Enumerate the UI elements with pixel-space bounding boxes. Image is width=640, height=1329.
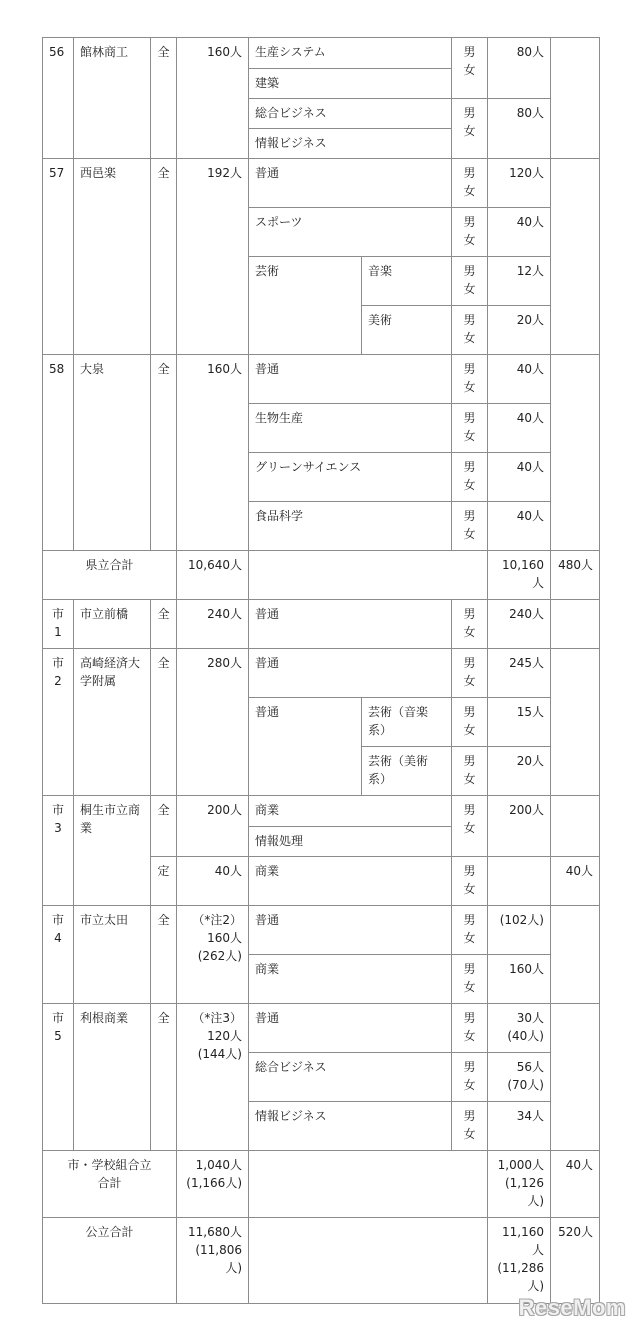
school-number: 市 3 [43, 796, 74, 906]
subtotal-label: 県立合計 [43, 551, 177, 600]
extra-cell [551, 906, 600, 1004]
course-name: 普通 [249, 649, 452, 698]
gender: 男 女 [452, 796, 488, 857]
quota: 12人 [488, 257, 551, 306]
quota: 160人 [488, 955, 551, 1004]
extra-cell [551, 159, 600, 355]
course-name: 情報ビジネス [249, 129, 452, 159]
course-type: 全 [151, 600, 177, 649]
quota: 40人 [488, 404, 551, 453]
empty-cell [249, 1218, 488, 1304]
quota: 80人 [488, 38, 551, 99]
course-name: 情報ビジネス [249, 1102, 452, 1151]
capacity: 200人 [177, 796, 249, 857]
course-name: 商業 [249, 857, 452, 906]
quota: 30人 (40人) [488, 1004, 551, 1053]
admission-capacity-table [42, 37, 600, 1304]
subtotal-row [43, 551, 600, 600]
school-number: 56 [43, 38, 74, 159]
quota: 80人 [488, 99, 551, 159]
course-name: グリーンサイエンス [249, 453, 452, 502]
school-name: 大泉 [74, 355, 151, 551]
course-type: 全 [151, 355, 177, 551]
course-name: 情報処理 [249, 827, 452, 857]
course-name: 総合ビジネス [249, 1053, 452, 1102]
course-type: 全 [151, 906, 177, 1004]
course-type: 全 [151, 38, 177, 159]
extra-cell: 40人 [551, 857, 600, 906]
gender: 男 女 [452, 747, 488, 796]
gender: 男 女 [452, 955, 488, 1004]
empty-cell [249, 1151, 488, 1218]
capacity: 280人 [177, 649, 249, 796]
course-name: スポーツ [249, 208, 452, 257]
gender: 男 女 [452, 38, 488, 99]
total-extra: 520人 [551, 1218, 600, 1304]
quota: 120人 [488, 159, 551, 208]
extra-cell [551, 649, 600, 796]
quota: 56人 (70人) [488, 1053, 551, 1102]
quota: 40人 [488, 502, 551, 551]
extra-cell [551, 1004, 600, 1151]
capacity: 240人 [177, 600, 249, 649]
capacity: （*注2） 160人 (262人) [177, 906, 249, 1004]
gender: 男 女 [452, 306, 488, 355]
course-name: 普通 [249, 355, 452, 404]
gender: 男 女 [452, 404, 488, 453]
gender: 男 女 [452, 502, 488, 551]
school-name: 市立前橋 [74, 600, 151, 649]
school-name: 利根商業 [74, 1004, 151, 1151]
quota: 40人 [488, 208, 551, 257]
subtotal-quota: 10,160 人 [488, 551, 551, 600]
gender: 男 女 [452, 159, 488, 208]
quota [488, 857, 551, 906]
table-row [43, 38, 600, 69]
course-name: 生物生産 [249, 404, 452, 453]
capacity: 160人 [177, 355, 249, 551]
total-label: 公立合計 [43, 1218, 177, 1304]
capacity: 192人 [177, 159, 249, 355]
total-quota: 11,160 人 (11,286 人) [488, 1218, 551, 1304]
quota: 40人 [488, 355, 551, 404]
course-name: 普通 [249, 698, 362, 796]
sub-course: 美術 [362, 306, 452, 355]
course-type: 全 [151, 796, 177, 857]
quota: 245人 [488, 649, 551, 698]
course-name: 建築 [249, 69, 452, 99]
gender: 男 女 [452, 99, 488, 159]
gender: 男 女 [452, 1004, 488, 1053]
school-name: 西邑楽 [74, 159, 151, 355]
table-row [43, 600, 600, 649]
gender: 男 女 [452, 257, 488, 306]
course-name: 生産システム [249, 38, 452, 69]
sub-course: 音楽 [362, 257, 452, 306]
table-row [43, 796, 600, 827]
gender: 男 女 [452, 600, 488, 649]
quota: 40人 [488, 453, 551, 502]
subtotal-quota: 1,000人 (1,126 人) [488, 1151, 551, 1218]
resemom-logo: ReseMom [518, 1295, 626, 1320]
course-name: 総合ビジネス [249, 99, 452, 129]
quota: 200人 [488, 796, 551, 857]
school-number: 市 1 [43, 600, 74, 649]
capacity: 160人 [177, 38, 249, 159]
course-type: 定 [151, 857, 177, 906]
quota: 20人 [488, 306, 551, 355]
extra-cell [551, 796, 600, 857]
gender: 男 女 [452, 1053, 488, 1102]
quota: 20人 [488, 747, 551, 796]
table-row [43, 649, 600, 698]
extra-cell [551, 38, 600, 159]
gender: 男 女 [452, 355, 488, 404]
gender: 男 女 [452, 857, 488, 906]
course-name: 普通 [249, 159, 452, 208]
subtotal-label: 市・学校組合立 合計 [43, 1151, 177, 1218]
table-row [43, 355, 600, 404]
gender: 男 女 [452, 453, 488, 502]
subtotal-extra: 480人 [551, 551, 600, 600]
course-type: 全 [151, 1004, 177, 1151]
extra-cell [551, 600, 600, 649]
subtotal-capacity: 1,040人 (1,166人) [177, 1151, 249, 1218]
subtotal-row [43, 1151, 600, 1218]
gender: 男 女 [452, 698, 488, 747]
gender: 男 女 [452, 1102, 488, 1151]
course-name: 普通 [249, 906, 452, 955]
school-number: 57 [43, 159, 74, 355]
sub-course: 芸術（音楽系） [362, 698, 452, 747]
total-row [43, 1218, 600, 1304]
total-capacity: 11,680人 (11,806人) [177, 1218, 249, 1304]
table-row [43, 1004, 600, 1053]
capacity: （*注3） 120人 (144人) [177, 1004, 249, 1151]
course-name: 普通 [249, 1004, 452, 1053]
quota: 34人 [488, 1102, 551, 1151]
quota: 15人 [488, 698, 551, 747]
capacity: 40人 [177, 857, 249, 906]
school-name: 市立太田 [74, 906, 151, 1004]
table-row [43, 159, 600, 208]
school-number: 58 [43, 355, 74, 551]
school-name: 館林商工 [74, 38, 151, 159]
school-number: 市 2 [43, 649, 74, 796]
gender: 男 女 [452, 906, 488, 955]
course-name: 商業 [249, 955, 452, 1004]
table-row [43, 906, 600, 955]
school-number: 市 5 [43, 1004, 74, 1151]
school-name: 高崎経済大学附属 [74, 649, 151, 796]
course-type: 全 [151, 649, 177, 796]
school-name: 桐生市立商業 [74, 796, 151, 906]
empty-cell [249, 551, 488, 600]
course-name: 商業 [249, 796, 452, 827]
extra-cell [551, 355, 600, 551]
gender: 男 女 [452, 208, 488, 257]
school-number: 市 4 [43, 906, 74, 1004]
course-name: 芸術 [249, 257, 362, 355]
quota: (102人) [488, 906, 551, 955]
sub-course: 芸術（美術系） [362, 747, 452, 796]
subtotal-capacity: 10,640人 [177, 551, 249, 600]
subtotal-extra: 40人 [551, 1151, 600, 1218]
quota: 240人 [488, 600, 551, 649]
course-type: 全 [151, 159, 177, 355]
course-name: 食品科学 [249, 502, 452, 551]
gender: 男 女 [452, 649, 488, 698]
course-name: 普通 [249, 600, 452, 649]
